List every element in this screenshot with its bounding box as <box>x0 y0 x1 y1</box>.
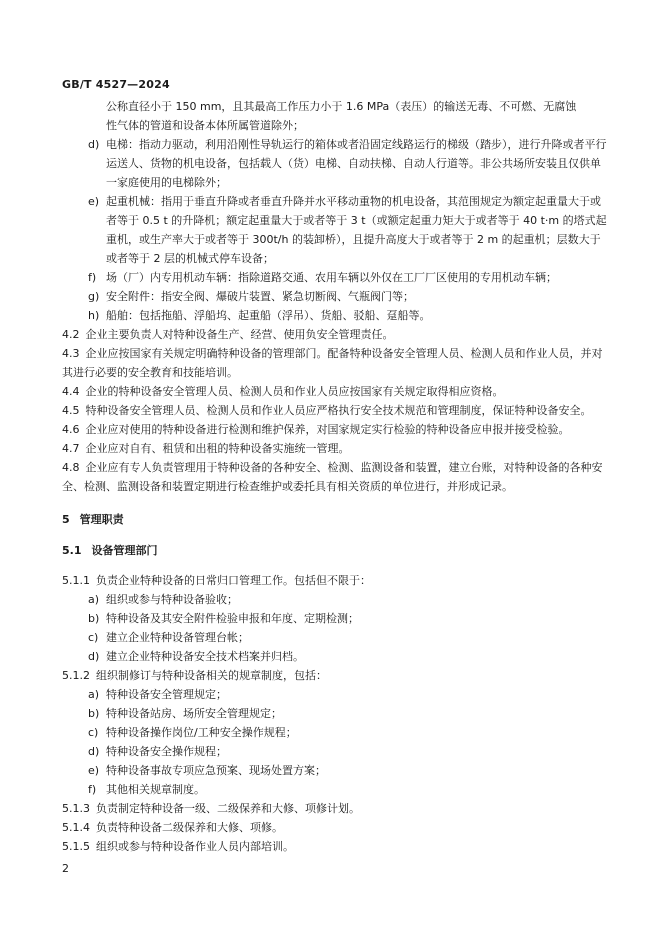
list-text: 特种设备安全操作规程； <box>106 745 227 758</box>
list-marker: a) <box>88 688 100 701</box>
clause-text: 企业的特种设备安全管理人员、检测人员和作业人员应按国家有关规定取得相应资格。 <box>85 385 504 398</box>
list-text: 起重机械：指用于垂直升降或者垂直升降并水平移动重物的机电设备，其范围规定为额定起重量大于或者等于 0.5 t 的升降机；额定起重量大于或者等于 3 t（或额定起重力矩大于或者等于 40 t·m 的塔式起重机，或生产率大于或者等于 300t/h 的装卸桥），且提升高度大于或者等于 2 m 的起重机；层数大于或者等于 2 层的机械式停车设备； <box>106 195 607 265</box>
list-text: 特种设备操作岗位/工种安全操作规程； <box>106 726 297 739</box>
clause-number: 4.5 <box>62 404 80 417</box>
list-text: 特种设备事故专项应急预案、现场处置方案； <box>106 764 326 777</box>
list-item <box>62 609 610 628</box>
clause-4-3 <box>62 344 610 382</box>
continuation-line: 公称直径小于 150 mm，且其最高工作压力小于 1.6 MPa（表压）的输送无毒、不可燃、无腐蚀 <box>106 100 577 113</box>
clause-5-1-4 <box>62 818 610 837</box>
subsection-title: 设备管理部门 <box>91 544 158 557</box>
clause-text: 负责制定特种设备一级、二级保养和大修、项修计划。 <box>96 802 360 815</box>
clause-text: 企业应对使用的特种设备进行检测和维护保养，对国家规定实行检验的特种设备应申报并接受检验。 <box>85 423 570 436</box>
list-marker: e) <box>88 764 100 777</box>
list-item <box>62 192 610 268</box>
clause-text: 组织制修订与特种设备相关的规章制度，包括： <box>96 669 327 682</box>
clause-4-7 <box>62 439 610 458</box>
clause-4-8 <box>62 458 610 496</box>
list-item <box>62 306 610 325</box>
clause-4-6 <box>62 420 610 439</box>
list-marker: d) <box>88 650 100 663</box>
list-item <box>62 685 610 704</box>
clause-5-1-1 <box>62 571 610 590</box>
clause-number: 4.3 <box>62 347 80 360</box>
list-item <box>62 723 610 742</box>
list-item <box>62 135 610 192</box>
clause-number: 5.1.4 <box>62 821 90 834</box>
list-marker: b) <box>88 707 100 720</box>
clause-text: 企业应有专人负责管理用于特种设备的各种安全、检测、监测设备和装置，建立台账，对特种设备的各种安全、检测、监测设备和装置定期进行检查维护或委托具有相关资质的单位进行，并形成记录。 <box>62 461 603 493</box>
list-item <box>62 780 610 799</box>
section-number: 5 <box>62 513 70 526</box>
clause-number: 4.6 <box>62 423 80 436</box>
list-item <box>62 268 610 287</box>
clause-number: 5.1.3 <box>62 802 90 815</box>
list-text: 建立企业特种设备安全技术档案并归档。 <box>106 650 304 663</box>
clause-text: 负责特种设备二级保养和大修、项修。 <box>96 821 283 834</box>
list-marker: h) <box>88 309 100 322</box>
page-number: 2 <box>62 862 69 875</box>
clause-4-2 <box>62 325 610 344</box>
list-text: 特种设备及其安全附件检验申报和年度、定期检测； <box>106 612 359 625</box>
list-text: 场（厂）内专用机动车辆：指除道路交通、农用车辆以外仅在工厂厂区使用的专用机动车辆； <box>106 271 557 284</box>
list-item <box>62 590 610 609</box>
clause-4-4 <box>62 382 610 401</box>
clause-number: 5.1.5 <box>62 840 90 853</box>
clause-number: 5.1.2 <box>62 669 90 682</box>
clause-4-5 <box>62 401 610 420</box>
list-item <box>62 704 610 723</box>
list-marker: c) <box>88 631 99 644</box>
list-text: 特种设备安全管理规定； <box>106 688 227 701</box>
clause-number: 4.2 <box>62 328 80 341</box>
clause-5-1-5 <box>62 837 610 856</box>
clause-text: 特种设备安全管理人员、检测人员和作业人员应严格执行安全技术规范和管理制度，保证特种设备安全。 <box>85 404 592 417</box>
list-marker: f) <box>88 271 97 284</box>
list-marker: d) <box>88 745 100 758</box>
standard-code-header: GB/T 4527—2024 <box>62 78 170 91</box>
clause-text: 组织或参与特种设备作业人员内部培训。 <box>96 840 294 853</box>
subsection-number: 5.1 <box>62 544 82 557</box>
list-item <box>62 287 610 306</box>
clause-text: 企业应按国家有关规定明确特种设备的管理部门。配备特种设备安全管理人员、检测人员和作业人员，并对其进行必要的安全教育和技能培训。 <box>62 347 603 379</box>
section-title: 管理职责 <box>79 513 124 526</box>
list-text: 其他相关规章制度。 <box>106 783 205 796</box>
clause-number: 4.4 <box>62 385 80 398</box>
list-text: 船舶：包括拖船、浮船坞、起重船（浮吊）、货船、驳船、趸船等。 <box>106 309 431 322</box>
clause-number: 4.8 <box>62 461 80 474</box>
clause-5-1-3 <box>62 799 610 818</box>
list-text: 安全附件：指安全阀、爆破片装置、紧急切断阀、气瓶阀门等； <box>106 290 414 303</box>
clause-text: 企业应对自有、租赁和出租的特种设备实施统一管理。 <box>85 442 350 455</box>
list-item <box>62 761 610 780</box>
list-marker: c) <box>88 726 99 739</box>
list-marker: b) <box>88 612 100 625</box>
list-text: 电梯：指动力驱动，利用沿刚性导轨运行的箱体或者沿固定线路运行的梯级（踏步），进行升降或者平行运送人、货物的机电设备，包括载人（货）电梯、自动扶梯、自动人行道等。非公共场所安装且仅供单一家庭使用的电梯除外； <box>106 138 607 189</box>
clause-5-1-2 <box>62 666 610 685</box>
list-text: 组织或参与特种设备验收； <box>106 593 238 606</box>
clause-text: 企业主要负责人对特种设备生产、经营、使用负安全管理责任。 <box>85 328 394 341</box>
clause-number: 4.7 <box>62 442 80 455</box>
list-text: 特种设备站房、场所安全管理规定； <box>106 707 282 720</box>
list-marker: d) <box>88 138 100 151</box>
list-item <box>62 628 610 647</box>
list-marker: a) <box>88 593 100 606</box>
list-item <box>62 647 610 666</box>
section-heading <box>62 510 610 529</box>
list-marker: g) <box>88 290 100 303</box>
list-item <box>62 742 610 761</box>
subsection-heading <box>62 541 610 560</box>
clause-text: 负责企业特种设备的日常归口管理工作。包括但不限于： <box>96 574 371 587</box>
list-marker: e) <box>88 195 100 208</box>
list-text: 建立企业特种设备管理台帐； <box>106 631 249 644</box>
clause-number: 5.1.1 <box>62 574 90 587</box>
continuation-line: 性气体的管道和设备本体所属管道除外； <box>106 119 304 132</box>
list-marker: f) <box>88 783 97 796</box>
document-body <box>62 97 610 856</box>
